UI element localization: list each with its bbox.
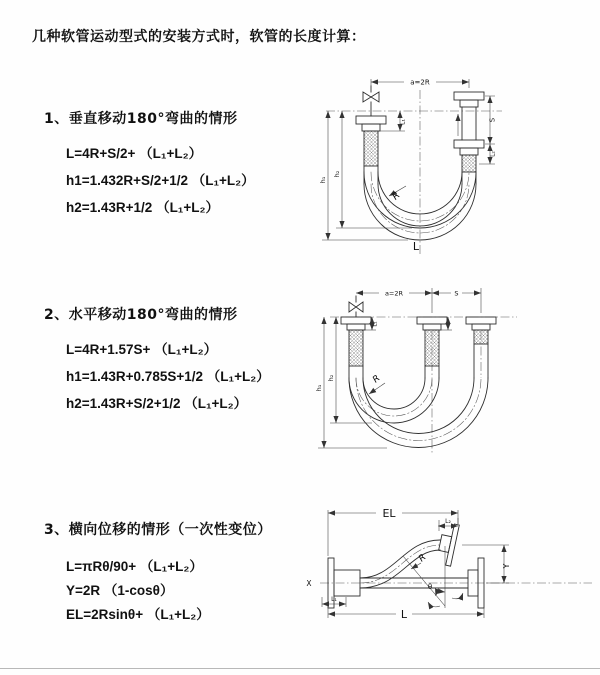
section-horizontal-movement — [44, 304, 270, 417]
page-title: 几种软管运动型式的安装方式时，软管的长度计算： — [32, 29, 366, 45]
page-bottom-edge — [0, 668, 600, 669]
right-hose-fitting-moved — [454, 92, 484, 140]
length-label: L — [400, 608, 408, 621]
diagram-horizontal-180-bend — [312, 283, 588, 463]
formula-list — [66, 140, 255, 221]
radius-callout — [389, 186, 406, 202]
dim-l1-label: L₁ — [372, 321, 379, 327]
formula-line: Y=2R （1-cosθ） — [66, 583, 174, 598]
valve-icon — [349, 296, 363, 317]
left-hose-fitting — [341, 317, 371, 378]
dim-s-label: S — [454, 289, 459, 298]
dim-a2r-label: a=2R — [384, 289, 404, 298]
braided-hose-section — [474, 330, 488, 344]
formula-list — [66, 336, 270, 417]
radius-label: R — [390, 189, 403, 203]
dim-h2-label: h₂ — [333, 170, 341, 178]
formula-line: L=4R+S/2+ （L₁+L₂） — [66, 146, 203, 161]
length-label: L — [412, 240, 420, 253]
dimension-s — [432, 288, 481, 298]
dim-s-label: S — [488, 117, 497, 123]
angle-construction — [403, 546, 463, 608]
dimension-l1 — [380, 111, 407, 131]
formula-line: L=4R+1.57S+ （L₁+L₂） — [66, 342, 218, 357]
right-flange-displaced — [436, 522, 459, 566]
section-heading: 3、横向位移的情形（一次性变位） — [44, 522, 272, 538]
radius-callout — [369, 374, 385, 394]
theta-label: θ — [427, 583, 433, 591]
dim-h2-label: h₂ — [327, 374, 335, 382]
dim-l1-label: L₁ — [331, 596, 337, 603]
formula-line: EL=2Rsinθ+ （L₁+L₂） — [66, 607, 210, 622]
formula-line: h1=1.432R+S/2+1/2 （L₁+L₂） — [66, 173, 255, 188]
braided-hose-section — [349, 330, 363, 366]
dimension-l2 — [490, 144, 497, 164]
formula-line: h2=1.43R+1/2 （L₁+L₂） — [66, 200, 220, 215]
dim-l2-label: L₂ — [489, 151, 497, 157]
dimension-y — [462, 545, 511, 583]
braided-hose-section — [364, 131, 378, 166]
dim-l1-label: L₁ — [399, 119, 407, 125]
dim-h1-label: h₁ — [315, 384, 323, 392]
radius-label: R — [417, 552, 429, 565]
dim-l2-label: L₂ — [445, 518, 451, 525]
diagram-vertical-180-bend — [312, 72, 588, 260]
radius-label: R — [371, 373, 383, 386]
axis-x-label: X — [306, 579, 312, 588]
formula-line: h2=1.43R+S/2+1/2 （L₁+L₂） — [66, 396, 248, 411]
dimension-a2r — [356, 288, 481, 314]
section-vertical-movement — [44, 108, 255, 221]
right-hose-fitting-original — [454, 140, 484, 184]
valve-icon — [363, 86, 379, 116]
s-curve-hose — [360, 540, 440, 588]
section-heading: 2、水平移动180°弯曲的情形 — [44, 307, 238, 323]
formula-line: L=πRθ/90+ （L₁+L₂） — [66, 559, 203, 574]
formula-list — [66, 555, 272, 627]
braided-hose-section — [425, 330, 439, 366]
dim-a2r-label: a=2R — [410, 78, 430, 87]
section-heading: 1、垂直移动180°弯曲的情形 — [44, 111, 238, 127]
centerline — [306, 579, 592, 588]
section-lateral-displacement — [44, 519, 272, 627]
dimension-a2r — [371, 76, 469, 88]
u-bend-hose-positions — [349, 378, 488, 448]
diagram-lateral-displacement — [300, 498, 598, 660]
dimension-l — [328, 608, 484, 621]
dim-el-label: EL — [382, 507, 396, 520]
dim-y-label: Y — [502, 563, 511, 569]
braided-hose-section — [462, 155, 476, 172]
dim-h1-label: h₁ — [319, 176, 327, 184]
formula-line: h1=1.43R+0.785S+1/2 （L₁+L₂） — [66, 369, 270, 384]
